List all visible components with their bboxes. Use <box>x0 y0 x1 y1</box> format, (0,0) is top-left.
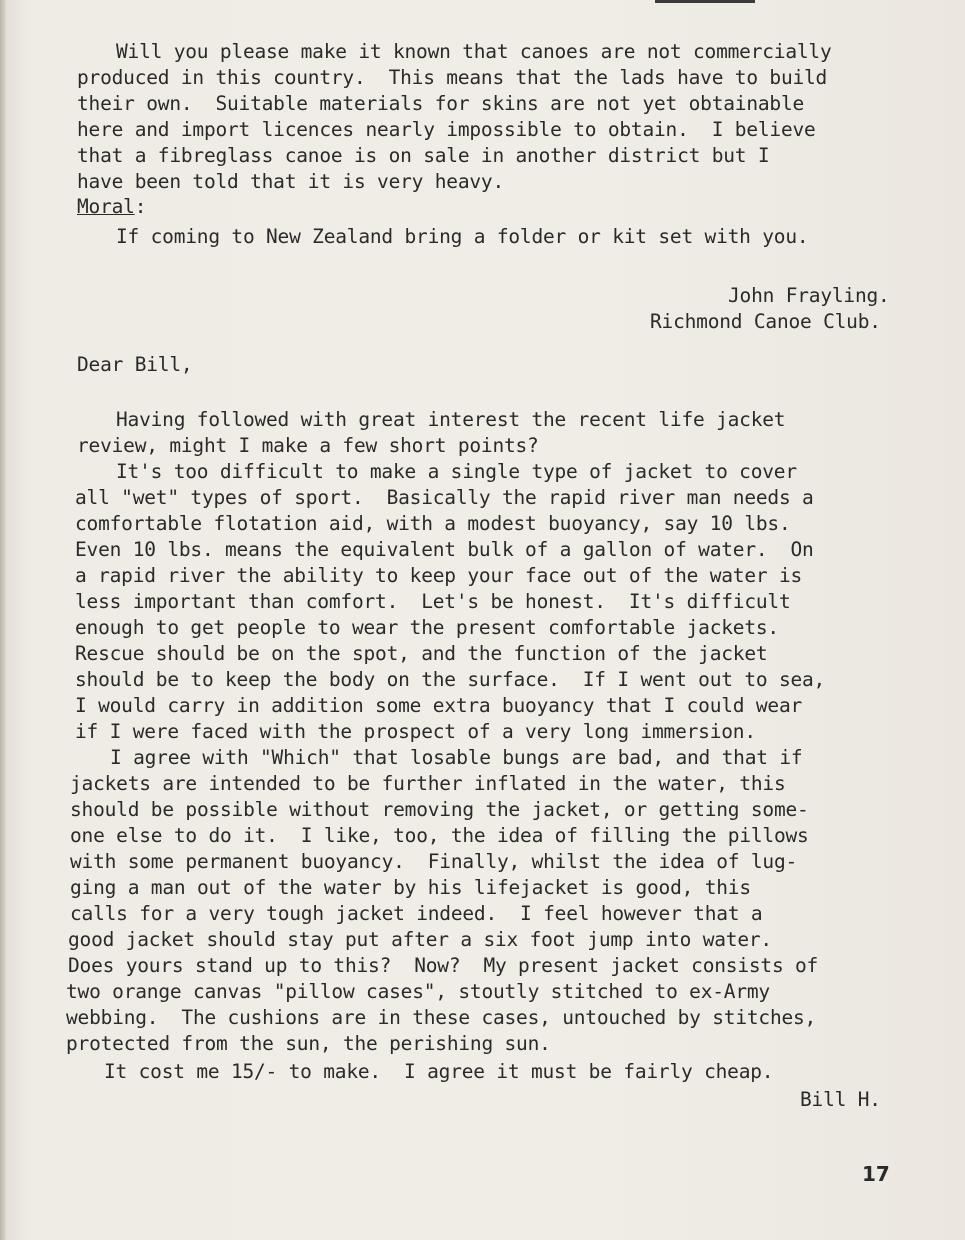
body-line: Rescue should be on the spot, and the function of the jacket <box>75 642 768 665</box>
signature-bill: Bill H. <box>800 1088 881 1111</box>
body-line: all "wet" types of sport. Basically the rapid river man needs a <box>75 486 814 509</box>
body-line: have been told that it is very heavy. <box>77 170 504 193</box>
body-line: good jacket should stay put after a six foot jump into water. <box>68 928 772 951</box>
body-line: jackets are intended to be further inflated in the water, this <box>70 772 786 795</box>
body-line: Having followed with great interest the recent life jacket <box>116 408 786 431</box>
body-line: I would carry in addition some extra buoyancy that I could wear <box>75 694 803 717</box>
body-line: enough to get people to wear the present comfortable jackets. <box>75 616 779 639</box>
body-line: a rapid river the ability to keep your face out of the water is <box>75 564 803 587</box>
body-line: Even 10 lbs. means the equivalent bulk of a gallon of water. On <box>75 538 814 561</box>
body-line: review, might I make a few short points? <box>77 434 539 457</box>
page-number: 17 <box>862 1162 890 1186</box>
body-line: two orange canvas "pillow cases", stoutly stitched to ex-Army <box>66 980 770 1003</box>
body-line: It cost me 15/- to make. I agree it must be fairly cheap. <box>104 1060 774 1083</box>
body-line: that a fibreglass canoe is on sale in another district but I <box>77 144 770 167</box>
body-line: Does yours stand up to this? Now? My present jacket consists of <box>68 954 819 977</box>
salutation: Dear Bill, <box>77 353 193 376</box>
body-line: comfortable flotation aid, with a modest buoyancy, say 10 lbs. <box>75 512 791 535</box>
moral-text: If coming to New Zealand bring a folder or kit set with you. <box>116 225 809 248</box>
body-line: if I were faced with the prospect of a very long immersion. <box>75 720 756 743</box>
moral-heading: Moral <box>77 195 135 218</box>
body-line: produced in this country. This means that the lads have to build <box>77 66 828 89</box>
body-line: protected from the sun, the perishing sun. <box>66 1032 551 1055</box>
body-line: here and import licences nearly impossible to obtain. I believe <box>77 118 816 141</box>
body-line: one else to do it. I like, too, the idea of filling the pillows <box>70 824 809 847</box>
signature-name: John Frayling. <box>728 284 890 307</box>
body-line: ging a man out of the water by his lifejacket is good, this <box>70 876 751 899</box>
body-line: less important than comfort. Let's be honest. It's difficult <box>75 590 791 613</box>
body-line: with some permanent buoyancy. Finally, whilst the idea of lug- <box>70 850 798 873</box>
body-line: their own. Suitable materials for skins are not yet obtainable <box>77 92 805 115</box>
body-line: should be possible without removing the jacket, or getting some- <box>70 798 809 821</box>
signature-club: Richmond Canoe Club. <box>650 310 881 333</box>
body-line: I agree with "Which" that losable bungs are bad, and that if <box>110 746 803 769</box>
body-line: Will you please make it known that canoes are not commercially <box>116 40 832 63</box>
body-line: It's too difficult to make a single type of jacket to cover <box>116 460 797 483</box>
body-line: should be to keep the body on the surface. If I went out to sea, <box>75 668 826 691</box>
body-line: webbing. The cushions are in these cases, untouched by stitches, <box>66 1006 817 1029</box>
body-line: calls for a very tough jacket indeed. I feel however that a <box>70 902 763 925</box>
moral-colon: : <box>134 195 147 218</box>
